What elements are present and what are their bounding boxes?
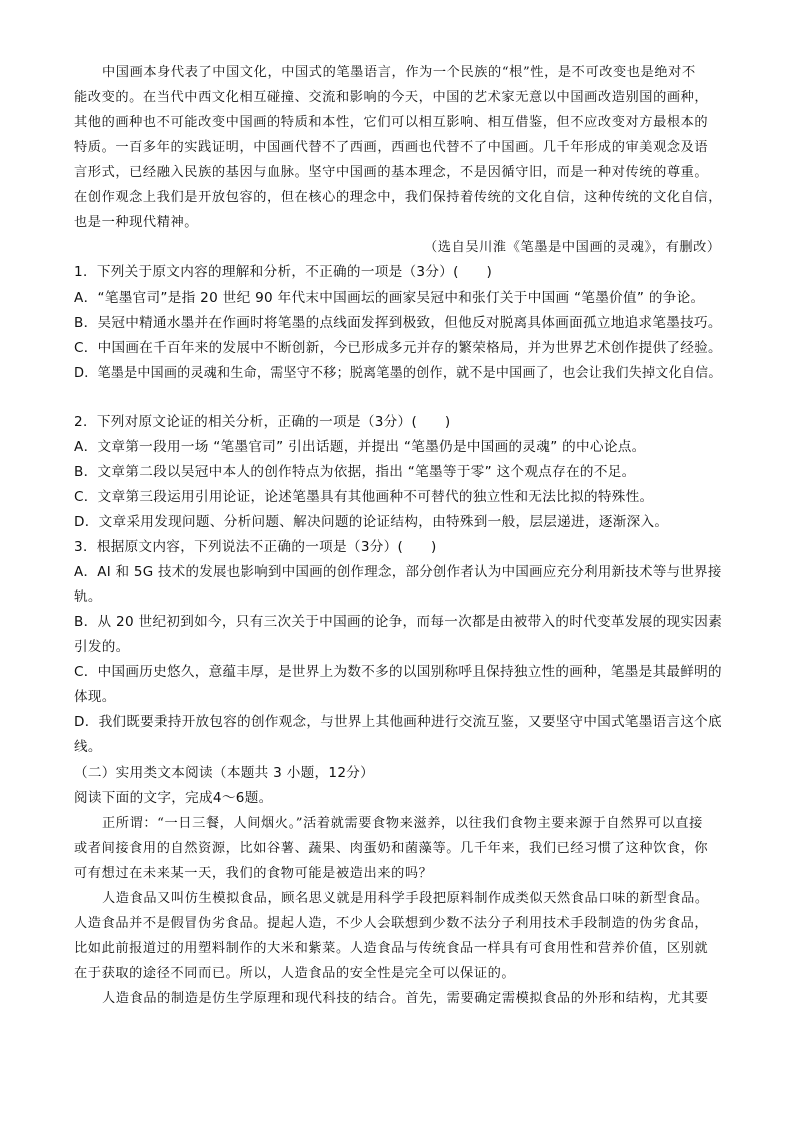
option-b: B．文章第二段以吴冠中本人的创作特点为依据，指出 “笔墨等于零” 这个观点存在的不足。: [74, 464, 636, 480]
passage-1-line: 特质。一百多年的实践证明，中国画代替不了西画，西画也代替不了中国画。几千年形成的审美观念及语: [74, 140, 709, 155]
passage-1-source: （选自吴川淮《笔墨是中国画的灵魂》，有删改）: [424, 240, 721, 255]
passage-1-line: 其他的画种也不可能改变中国画的特质和本性，它们可以相互影响、相互借鉴，但不应改变对方最根本的: [74, 115, 709, 130]
question-stem: 2．下列对原文论证的相关分析，正确的一项是（3分）( ): [74, 414, 451, 430]
option-a: A．AI 和 5G 技术的发展也影响到中国画的创作理念，部分创作者认为中国画应充分利用新技术等与世界接: [74, 564, 722, 580]
option-c-continued: 体现。: [74, 689, 116, 705]
option-b: B．从 20 世纪初到如今，只有三次关于中国画的论争，而每一次都是由被带入的时代变革发展的现实因素: [74, 614, 723, 630]
passage-2-line: 正所谓：“一日三餐，人间烟火。”活着就需要食物来滋养，以往我们食物主要来源于自然界可以直接: [102, 816, 703, 831]
passage-2-line: 或者间接食用的自然资源，比如谷薯、蔬果、肉蛋奶和菌藻等。几千年来，我们已经习惯了这种饮食，你: [74, 841, 709, 856]
option-a: A．“笔墨官司”是指 20 世纪 90 年代末中国画坛的画家吴冠中和张仃关于中国画 “笔墨价值” 的争论。: [74, 290, 705, 306]
passage-1-line: 中国画本身代表了中国文化，中国式的笔墨语言，作为一个民族的“根”性，是不可改变也是绝对不: [102, 65, 696, 80]
option-c: C．中国画历史悠久，意蕴丰厚，是世界上为数不多的以国别称呼且保持独立性的画种，笔墨是其最鲜明的: [74, 664, 722, 680]
option-d: D．笔墨是中国画的灵魂和生命，需坚守不移；脱离笔墨的创作，就不是中国画了，也会让我们失掉文化自信。: [74, 365, 722, 381]
passage-2-line: 人造食品并不是假冒伪劣食品。提起人造，不少人会联想到少数不法分子利用技术手段制造的伪劣食品，: [74, 916, 709, 931]
section-instruction: 阅读下面的文字，完成4～6题。: [74, 790, 273, 806]
option-b: B．吴冠中精通水墨并在作画时将笔墨的点线面发挥到极致，但他反对脱离具体画面孤立地追求笔墨技巧。: [74, 315, 722, 331]
question-stem: 1．下列关于原文内容的理解和分析，不正确的一项是（3分）( ): [74, 264, 493, 280]
passage-1-line: 言形式，已经融入民族的基因与血脉。坚守中国画的基本理念，不是因循守旧，而是一种对传统的尊重。: [74, 165, 709, 180]
option-c: C．中国画在千百年来的发展中不断创新，今已形成多元并存的繁荣格局，并为世界艺术创作提供了经验。: [74, 340, 722, 356]
passage-1-line: 能改变的。在当代中西文化相互碰撞、交流和影响的今天，中国的艺术家无意以中国画改造别国的画种，: [74, 90, 709, 105]
option-d: D．我们既要秉持开放包容的创作观念，与世界上其他画种进行交流互鉴，又要坚守中国式笔墨语言这个底: [74, 714, 722, 730]
option-a-continued: 轨。: [74, 589, 102, 605]
question-stem: 3．根据原文内容，下列说法不正确的一项是（3分）( ): [74, 539, 437, 555]
passage-2-line: 人造食品又叫仿生模拟食品，顾名思义就是用科学手段把原料制作成类似天然食品口味的新型食品。: [102, 891, 709, 906]
passage-2-line: 可有想过在未来某一天，我们的食物可能是被造出来的吗？: [74, 866, 433, 881]
passage-1-line: 在创作观念上我们是开放包容的，但在核心的理念中，我们保持着传统的文化自信，这种传统的文化自信，: [74, 190, 723, 205]
passage-1-line: 也是一种现代精神。: [74, 215, 199, 230]
option-b-continued: 引发的。: [74, 639, 130, 655]
passage-2-line: 在于获取的途径不同而已。所以，人造食品的安全性是完全可以保证的。: [74, 966, 516, 981]
option-a: A．文章第一段用一场 “笔墨官司” 引出话题，并提出 “笔墨仍是中国画的灵魂” 的中心论点。: [74, 439, 646, 455]
section-heading: （二）实用类文本阅读（本题共 3 小题，12分）: [74, 765, 375, 781]
option-d: D．文章采用发现问题、分析问题、解决问题的论证结构，由特殊到一般，层层递进，逐渐深入。: [74, 514, 669, 530]
passage-2-line: 比如此前报道过的用塑料制作的大米和紫菜。人造食品与传统食品一样具有可食用性和营养价值，区别就: [74, 941, 709, 956]
option-c: C．文章第三段运用引用论证，论述笔墨具有其他画种不可替代的独立性和无法比拟的特殊性。: [74, 489, 654, 505]
passage-2-line: 人造食品的制造是仿生学原理和现代科技的结合。首先，需要确定需模拟食品的外形和结构，尤其要: [102, 991, 709, 1006]
option-d-continued: 线。: [74, 739, 102, 755]
